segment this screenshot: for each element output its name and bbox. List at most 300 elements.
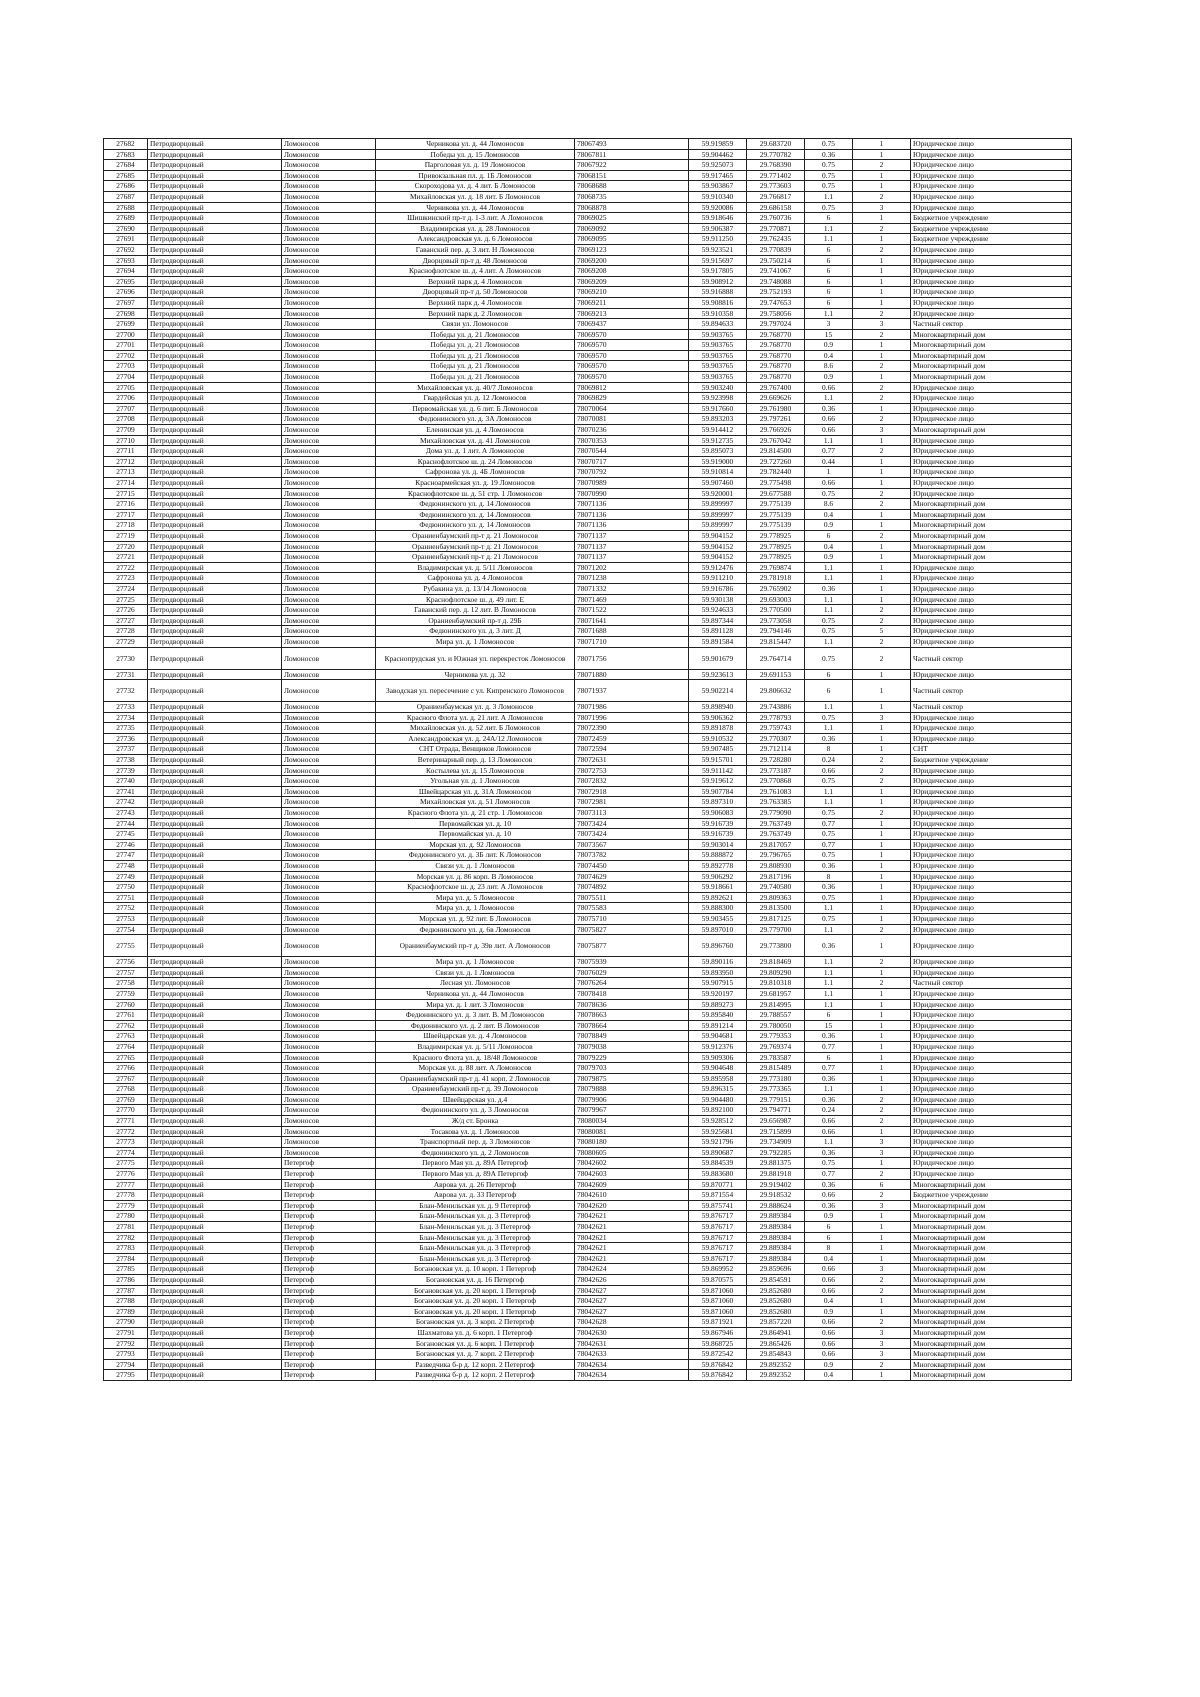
cell-longitude: 29.712114 xyxy=(747,744,805,755)
cell-count: 1 xyxy=(853,266,911,277)
cell-code: 78079906 xyxy=(575,1094,689,1105)
cell-type: Юридическое лицо xyxy=(911,1116,1072,1127)
cell-count: 1 xyxy=(853,456,911,467)
cell-latitude: 59.924633 xyxy=(689,605,747,616)
cell-code: 78071986 xyxy=(575,702,689,713)
cell-count: 1 xyxy=(853,478,911,489)
cell-power: 0.36 xyxy=(805,882,853,893)
cell-code: 78042610 xyxy=(575,1190,689,1201)
table-row xyxy=(104,776,1072,787)
cell-count: 1 xyxy=(853,839,911,850)
cell-type: Многоквартирный дом xyxy=(911,361,1072,372)
cell-code: 78067811 xyxy=(575,149,689,160)
cell-count: 2 xyxy=(853,446,911,457)
cell-city: Петергоф xyxy=(282,1190,376,1201)
cell-city: Ломоносов xyxy=(282,594,376,605)
cell-latitude: 59.898940 xyxy=(689,702,747,713)
cell-district: Петродворцовый xyxy=(148,530,282,541)
cell-code: 78072459 xyxy=(575,733,689,744)
cell-latitude: 59.904152 xyxy=(689,530,747,541)
cell-code: 78042634 xyxy=(575,1359,689,1370)
cell-count: 1 xyxy=(853,935,911,957)
cell-address: Михайловская ул. д. 18 лит. Б Ломоносов xyxy=(376,191,575,202)
cell-longitude: 29.889384 xyxy=(747,1253,805,1264)
cell-code: 78069092 xyxy=(575,223,689,234)
cell-latitude: 59.919859 xyxy=(689,139,747,150)
cell-count: 1 xyxy=(853,1296,911,1307)
cell-address: Федюнинского ул. д. 6в Ломоносов xyxy=(376,924,575,935)
cell-code: 78070792 xyxy=(575,467,689,478)
cell-district: Петродворцовый xyxy=(148,573,282,584)
cell-district: Петродворцовый xyxy=(148,765,282,776)
cell-code: 78042634 xyxy=(575,1370,689,1381)
cell-longitude: 29.892352 xyxy=(747,1359,805,1370)
cell-power: 0.66 xyxy=(805,1190,853,1201)
table-row xyxy=(104,276,1072,287)
cell-latitude: 59.907460 xyxy=(689,478,747,489)
cell-code: 78071756 xyxy=(575,647,689,669)
cell-code: 78042603 xyxy=(575,1169,689,1180)
cell-type: Юридическое лицо xyxy=(911,839,1072,850)
table-row xyxy=(104,1253,1072,1264)
table-row xyxy=(104,1264,1072,1275)
cell-type: Юридическое лицо xyxy=(911,605,1072,616)
cell-code: 78068735 xyxy=(575,191,689,202)
cell-address: Угольная ул. д. 1 Ломоносов xyxy=(376,776,575,787)
cell-id: 27737 xyxy=(104,744,148,755)
cell-district: Петродворцовый xyxy=(148,1169,282,1180)
cell-id: 27744 xyxy=(104,818,148,829)
table-row xyxy=(104,552,1072,563)
cell-latitude: 59.899997 xyxy=(689,509,747,520)
cell-count: 1 xyxy=(853,967,911,978)
table-row xyxy=(104,1094,1072,1105)
cell-district: Петродворцовый xyxy=(148,1211,282,1222)
cell-id: 27789 xyxy=(104,1306,148,1317)
cell-latitude: 59.920086 xyxy=(689,202,747,213)
cell-latitude: 59.888300 xyxy=(689,903,747,914)
cell-latitude: 59.904152 xyxy=(689,541,747,552)
cell-power: 0.36 xyxy=(805,1179,853,1190)
cell-power: 0.36 xyxy=(805,1094,853,1105)
cell-latitude: 59.919612 xyxy=(689,776,747,787)
cell-city: Ломоносов xyxy=(282,552,376,563)
table-row xyxy=(104,1137,1072,1148)
cell-count: 1 xyxy=(853,903,911,914)
cell-latitude: 59.903867 xyxy=(689,181,747,192)
cell-latitude: 59.895958 xyxy=(689,1073,747,1084)
cell-district: Петродворцовый xyxy=(148,1243,282,1254)
cell-address: Краснофлотское ш. д. 51 стр. 1 Ломоносов xyxy=(376,488,575,499)
cell-type: Юридическое лицо xyxy=(911,446,1072,457)
cell-address: Владимирская ул. д. 28 Ломоносов xyxy=(376,223,575,234)
table-row xyxy=(104,1274,1072,1285)
table-row xyxy=(104,1200,1072,1211)
cell-latitude: 59.903765 xyxy=(689,350,747,361)
cell-type: Юридическое лицо xyxy=(911,170,1072,181)
cell-district: Петродворцовый xyxy=(148,1306,282,1317)
cell-latitude: 59.907485 xyxy=(689,744,747,755)
cell-power: 0.75 xyxy=(805,712,853,723)
cell-power: 0.66 xyxy=(805,414,853,425)
cell-code: 78067493 xyxy=(575,139,689,150)
cell-district: Петродворцовый xyxy=(148,1190,282,1201)
cell-address: Богановская ул. д. 20 корп. 1 Петергоф xyxy=(376,1296,575,1307)
cell-district: Петродворцовый xyxy=(148,913,282,924)
cell-longitude: 29.810318 xyxy=(747,978,805,989)
cell-address: Разведчика б-р д. 12 корп. 2 Петергоф xyxy=(376,1359,575,1370)
cell-code: 78073567 xyxy=(575,839,689,850)
cell-count: 1 xyxy=(853,149,911,160)
table-row xyxy=(104,160,1072,171)
cell-latitude: 59.917465 xyxy=(689,170,747,181)
cell-city: Ломоносов xyxy=(282,361,376,372)
table-row xyxy=(104,1359,1072,1370)
cell-count: 1 xyxy=(853,1222,911,1233)
cell-district: Петродворцовый xyxy=(148,308,282,319)
cell-latitude: 59.891214 xyxy=(689,1020,747,1031)
cell-city: Ломоносов xyxy=(282,181,376,192)
table-row xyxy=(104,669,1072,680)
cell-type: Юридическое лицо xyxy=(911,308,1072,319)
cell-power: 0.4 xyxy=(805,541,853,552)
cell-count: 2 xyxy=(853,755,911,766)
cell-address: Заводская ул. пересечение с ул. Кипренского Ломоносов xyxy=(376,680,575,702)
cell-power: 0.75 xyxy=(805,626,853,637)
cell-code: 78070989 xyxy=(575,478,689,489)
cell-city: Ломоносов xyxy=(282,1020,376,1031)
cell-id: 27747 xyxy=(104,850,148,861)
cell-latitude: 59.914412 xyxy=(689,425,747,436)
cell-id: 27705 xyxy=(104,382,148,393)
cell-power: 1.1 xyxy=(805,988,853,999)
cell-count: 2 xyxy=(853,957,911,968)
cell-power: 0.36 xyxy=(805,583,853,594)
cell-longitude: 29.761980 xyxy=(747,403,805,414)
table-row xyxy=(104,456,1072,467)
cell-id: 27723 xyxy=(104,573,148,584)
table-row xyxy=(104,808,1072,819)
cell-type: Многоквартирный дом xyxy=(911,1296,1072,1307)
cell-power: 1.1 xyxy=(805,786,853,797)
cell-id: 27781 xyxy=(104,1222,148,1233)
cell-count: 2 xyxy=(853,765,911,776)
cell-latitude: 59.928512 xyxy=(689,1116,747,1127)
cell-code: 78075511 xyxy=(575,892,689,903)
cell-longitude: 29.888624 xyxy=(747,1200,805,1211)
cell-count: 2 xyxy=(853,1317,911,1328)
cell-address: Федюнинского ул. д. 3А Ломоносов xyxy=(376,414,575,425)
cell-type: Многоквартирный дом xyxy=(911,1211,1072,1222)
table-row xyxy=(104,414,1072,425)
cell-district: Петродворцовый xyxy=(148,615,282,626)
cell-type: Многоквартирный дом xyxy=(911,425,1072,436)
cell-code: 78072631 xyxy=(575,755,689,766)
cell-longitude: 29.769374 xyxy=(747,1041,805,1052)
cell-district: Петродворцовый xyxy=(148,435,282,446)
cell-count: 1 xyxy=(853,562,911,573)
cell-address: Мира ул. д. 5 Ломоносов xyxy=(376,892,575,903)
cell-district: Петродворцовый xyxy=(148,850,282,861)
cell-count: 2 xyxy=(853,414,911,425)
cell-city: Ломоносов xyxy=(282,1126,376,1137)
table-row xyxy=(104,319,1072,330)
cell-type: Многоквартирный дом xyxy=(911,509,1072,520)
cell-type: Юридическое лицо xyxy=(911,160,1072,171)
cell-type: Многоквартирный дом xyxy=(911,372,1072,383)
cell-district: Петродворцовый xyxy=(148,669,282,680)
cell-address: Победы ул. д. 21 Ломоносов xyxy=(376,350,575,361)
cell-longitude: 29.889384 xyxy=(747,1243,805,1254)
cell-city: Петергоф xyxy=(282,1243,376,1254)
cell-district: Петродворцовый xyxy=(148,882,282,893)
cell-city: Ломоносов xyxy=(282,149,376,160)
cell-code: 78042633 xyxy=(575,1349,689,1360)
cell-count: 1 xyxy=(853,892,911,903)
cell-latitude: 59.869952 xyxy=(689,1264,747,1275)
cell-city: Ломоносов xyxy=(282,733,376,744)
cell-longitude: 29.770871 xyxy=(747,223,805,234)
cell-latitude: 59.918661 xyxy=(689,882,747,893)
cell-count: 3 xyxy=(853,1200,911,1211)
cell-district: Петродворцовый xyxy=(148,1349,282,1360)
cell-code: 78071238 xyxy=(575,573,689,584)
cell-district: Петродворцовый xyxy=(148,1200,282,1211)
cell-longitude: 29.768770 xyxy=(747,361,805,372)
cell-code: 78072594 xyxy=(575,744,689,755)
cell-count: 2 xyxy=(853,1105,911,1116)
cell-type: Юридическое лицо xyxy=(911,723,1072,734)
cell-address: Морская ул. д. 88 лит. А Ломоносов xyxy=(376,1063,575,1074)
table-row xyxy=(104,850,1072,861)
cell-id: 27686 xyxy=(104,181,148,192)
cell-id: 27773 xyxy=(104,1137,148,1148)
cell-power: 0.36 xyxy=(805,733,853,744)
cell-longitude: 29.782440 xyxy=(747,467,805,478)
cell-code: 78072390 xyxy=(575,723,689,734)
table-row xyxy=(104,1317,1072,1328)
cell-code: 78079229 xyxy=(575,1052,689,1063)
cell-id: 27788 xyxy=(104,1296,148,1307)
cell-count: 1 xyxy=(853,1073,911,1084)
cell-address: Федюнинского ул. д. 14 Ломоносов xyxy=(376,509,575,520)
cell-address: Победы ул. д. 21 Ломоносов xyxy=(376,340,575,351)
cell-code: 78078636 xyxy=(575,999,689,1010)
cell-latitude: 59.915701 xyxy=(689,755,747,766)
cell-type: Юридическое лицо xyxy=(911,903,1072,914)
cell-longitude: 29.677588 xyxy=(747,488,805,499)
table-row xyxy=(104,350,1072,361)
cell-id: 27706 xyxy=(104,393,148,404)
cell-count: 1 xyxy=(853,467,911,478)
table-row xyxy=(104,149,1072,160)
cell-district: Петродворцовый xyxy=(148,1084,282,1095)
cell-count: 1 xyxy=(853,583,911,594)
cell-longitude: 29.764714 xyxy=(747,647,805,669)
table-row xyxy=(104,615,1072,626)
cell-address: Федюнинского ул. д. 14 Ломоносов xyxy=(376,499,575,510)
cell-count: 3 xyxy=(853,1264,911,1275)
cell-type: Многоквартирный дом xyxy=(911,1317,1072,1328)
cell-code: 78075939 xyxy=(575,957,689,968)
cell-count: 2 xyxy=(853,223,911,234)
cell-district: Петродворцовый xyxy=(148,1105,282,1116)
cell-latitude: 59.899997 xyxy=(689,520,747,531)
cell-type: Юридическое лицо xyxy=(911,808,1072,819)
cell-district: Петродворцовый xyxy=(148,1264,282,1275)
cell-city: Ломоносов xyxy=(282,669,376,680)
cell-id: 27728 xyxy=(104,626,148,637)
cell-district: Петродворцовый xyxy=(148,1126,282,1137)
cell-code: 78075583 xyxy=(575,903,689,914)
table-row xyxy=(104,1031,1072,1042)
table-row xyxy=(104,1306,1072,1317)
cell-longitude: 29.779151 xyxy=(747,1094,805,1105)
cell-longitude: 29.765902 xyxy=(747,583,805,594)
cell-id: 27772 xyxy=(104,1126,148,1137)
cell-type: Юридическое лицо xyxy=(911,1073,1072,1084)
cell-longitude: 29.788557 xyxy=(747,1010,805,1021)
table-row xyxy=(104,957,1072,968)
cell-longitude: 29.762435 xyxy=(747,234,805,245)
cell-district: Петродворцовый xyxy=(148,541,282,552)
cell-address: Ораниенбаумская ул. д. 3 Ломоносов xyxy=(376,702,575,713)
table-row xyxy=(104,382,1072,393)
cell-longitude: 29.817125 xyxy=(747,913,805,924)
cell-city: Ломоносов xyxy=(282,520,376,531)
cell-address: Связи ул. д. 1 Ломоносов xyxy=(376,861,575,872)
table-row xyxy=(104,924,1072,935)
cell-longitude: 29.715899 xyxy=(747,1126,805,1137)
cell-id: 27756 xyxy=(104,957,148,968)
cell-latitude: 59.906362 xyxy=(689,712,747,723)
table-row xyxy=(104,935,1072,957)
cell-district: Петродворцовый xyxy=(148,957,282,968)
table-row xyxy=(104,181,1072,192)
cell-type: Многоквартирный дом xyxy=(911,1200,1072,1211)
cell-city: Ломоносов xyxy=(282,499,376,510)
cell-type: Юридическое лицо xyxy=(911,967,1072,978)
cell-id: 27695 xyxy=(104,276,148,287)
cell-count: 2 xyxy=(853,1169,911,1180)
cell-latitude: 59.910532 xyxy=(689,733,747,744)
cell-longitude: 29.817057 xyxy=(747,839,805,850)
cell-count: 1 xyxy=(853,297,911,308)
cell-count: 2 xyxy=(853,329,911,340)
cell-count: 2 xyxy=(853,361,911,372)
cell-type: Юридическое лицо xyxy=(911,1063,1072,1074)
cell-address: Краснофлотское ш. д. 49 лит. Е xyxy=(376,594,575,605)
cell-district: Петродворцовый xyxy=(148,552,282,563)
cell-address: Мира ул. д. 1 лит. 3 Ломоносов xyxy=(376,999,575,1010)
cell-id: 27742 xyxy=(104,797,148,808)
cell-type: Многоквартирный дом xyxy=(911,1306,1072,1317)
cell-latitude: 59.897010 xyxy=(689,924,747,935)
cell-type: Юридическое лицо xyxy=(911,1031,1072,1042)
cell-longitude: 29.773187 xyxy=(747,765,805,776)
cell-code: 78042624 xyxy=(575,1264,689,1275)
cell-code: 78074892 xyxy=(575,882,689,893)
cell-type: Юридическое лицо xyxy=(911,287,1072,298)
cell-city: Ломоносов xyxy=(282,329,376,340)
cell-city: Ломоносов xyxy=(282,957,376,968)
cell-type: Многоквартирный дом xyxy=(911,552,1072,563)
cell-longitude: 29.768770 xyxy=(747,329,805,340)
table-row xyxy=(104,287,1072,298)
cell-id: 27775 xyxy=(104,1158,148,1169)
cell-address: Сафронова ул. д. 4Б Ломоносов xyxy=(376,467,575,478)
cell-count: 1 xyxy=(853,1306,911,1317)
cell-latitude: 59.903240 xyxy=(689,382,747,393)
cell-longitude: 29.889384 xyxy=(747,1222,805,1233)
cell-address: Транспортный пер. д. 3 Ломоносов xyxy=(376,1137,575,1148)
cell-latitude: 59.891878 xyxy=(689,723,747,734)
cell-power: 1.1 xyxy=(805,191,853,202)
cell-type: Юридическое лицо xyxy=(911,712,1072,723)
cell-address: Рубакина ул. д. 13/14 Ломоносов xyxy=(376,583,575,594)
cell-latitude: 59.921796 xyxy=(689,1137,747,1148)
cell-count: 1 xyxy=(853,1211,911,1222)
cell-latitude: 59.916888 xyxy=(689,287,747,298)
cell-address: Победы ул. д. 21 Ломоносов xyxy=(376,329,575,340)
cell-district: Петродворцовый xyxy=(148,1137,282,1148)
cell-longitude: 29.783587 xyxy=(747,1052,805,1063)
cell-district: Петродворцовый xyxy=(148,1359,282,1370)
cell-code: 78071137 xyxy=(575,541,689,552)
cell-latitude: 59.890687 xyxy=(689,1147,747,1158)
cell-address: Первого Мая ул. д. 89А Петергоф xyxy=(376,1169,575,1180)
cell-code: 78068878 xyxy=(575,202,689,213)
cell-address: Дома ул. д. 1 лит. А Ломоносов xyxy=(376,446,575,457)
cell-count: 1 xyxy=(853,139,911,150)
cell-type: Юридическое лицо xyxy=(911,871,1072,882)
cell-city: Ломоносов xyxy=(282,1052,376,1063)
cell-address: Красноармейская ул. д. 19 Ломоносов xyxy=(376,478,575,489)
cell-power: 0.66 xyxy=(805,1264,853,1275)
cell-power: 0.9 xyxy=(805,1359,853,1370)
cell-id: 27694 xyxy=(104,266,148,277)
cell-id: 27702 xyxy=(104,350,148,361)
cell-district: Петродворцовый xyxy=(148,202,282,213)
cell-latitude: 59.897344 xyxy=(689,615,747,626)
cell-city: Ломоносов xyxy=(282,234,376,245)
cell-code: 78075877 xyxy=(575,935,689,957)
cell-type: Многоквартирный дом xyxy=(911,1243,1072,1254)
cell-power: 8 xyxy=(805,1243,853,1254)
cell-id: 27735 xyxy=(104,723,148,734)
cell-longitude: 29.775139 xyxy=(747,499,805,510)
cell-code: 78070717 xyxy=(575,456,689,467)
cell-id: 27722 xyxy=(104,562,148,573)
cell-address: Гвардейская ул. д. 12 Ломоносов xyxy=(376,393,575,404)
cell-id: 27753 xyxy=(104,913,148,924)
cell-power: 0.66 xyxy=(805,1126,853,1137)
cell-city: Петергоф xyxy=(282,1169,376,1180)
cell-longitude: 29.747653 xyxy=(747,297,805,308)
cell-type: Юридическое лицо xyxy=(911,594,1072,605)
cell-latitude: 59.912735 xyxy=(689,435,747,446)
cell-city: Ломоносов xyxy=(282,276,376,287)
cell-address: Блан-Менильская ул. д. 3 Петергоф xyxy=(376,1253,575,1264)
cell-city: Ломоносов xyxy=(282,213,376,224)
cell-district: Петродворцовый xyxy=(148,1052,282,1063)
cell-latitude: 59.899997 xyxy=(689,499,747,510)
cell-longitude: 29.743886 xyxy=(747,702,805,713)
cell-power: 0.75 xyxy=(805,850,853,861)
cell-district: Петродворцовый xyxy=(148,139,282,150)
cell-power: 8.6 xyxy=(805,361,853,372)
cell-type: Юридическое лицо xyxy=(911,149,1072,160)
